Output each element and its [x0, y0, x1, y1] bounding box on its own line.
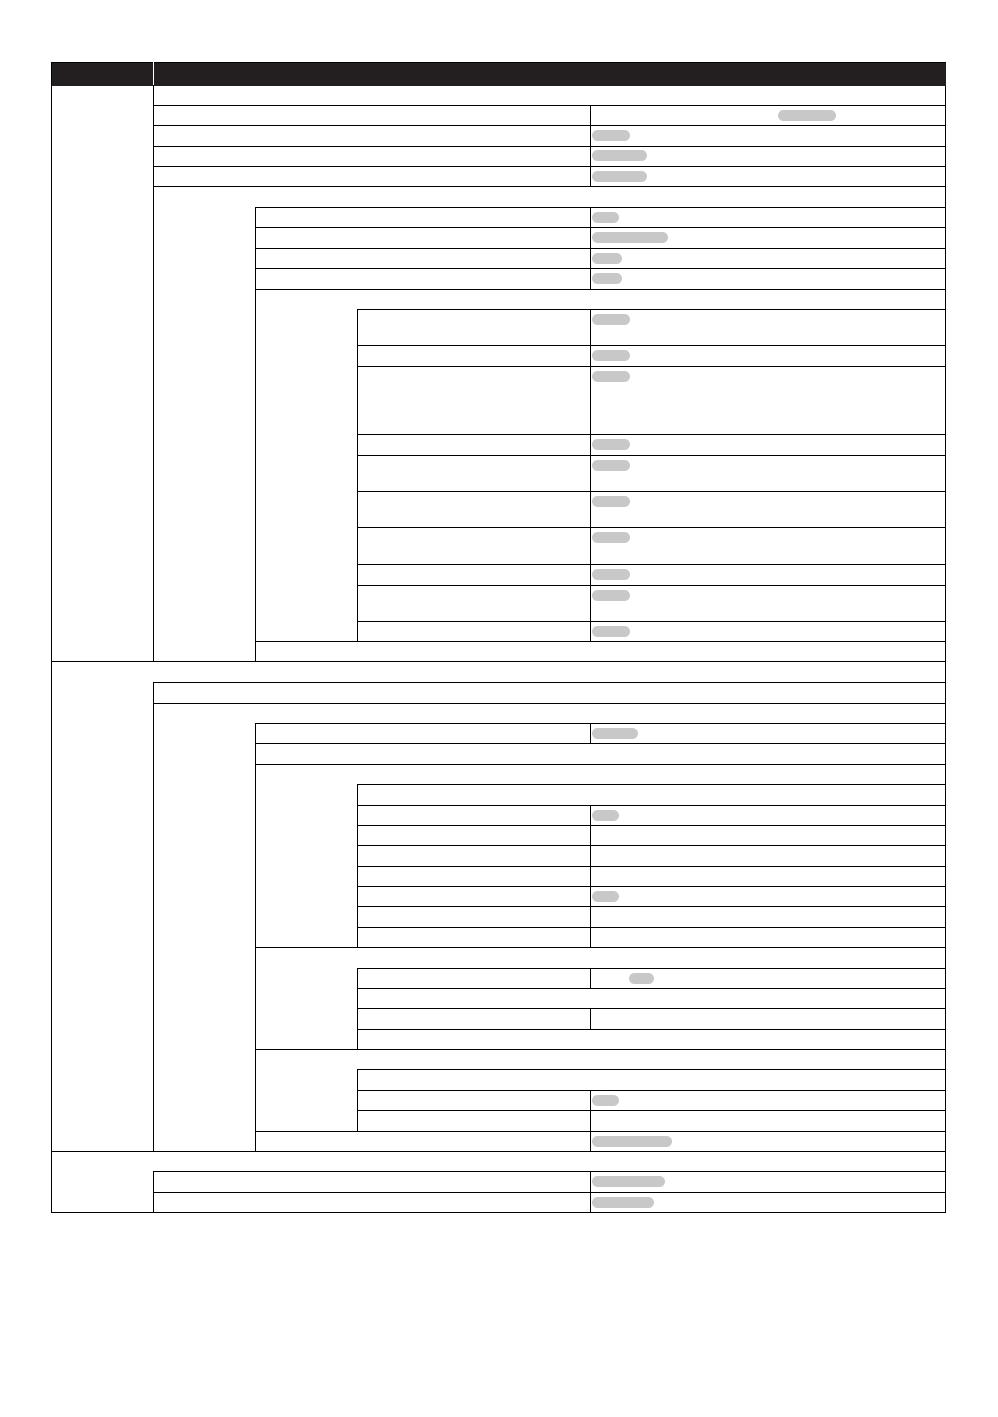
redacted-value [592, 314, 630, 325]
row-rule [357, 455, 945, 456]
column-rule [590, 207, 591, 289]
redacted-value [592, 1176, 665, 1187]
redacted-value [592, 371, 630, 382]
table-header-col2 [154, 63, 946, 86]
column-rule [590, 1171, 591, 1212]
row-rule [153, 682, 945, 683]
settings-table [51, 62, 946, 1213]
row-rule [153, 186, 945, 187]
row-rule [255, 248, 945, 249]
redacted-value [592, 496, 630, 507]
redacted-value [592, 569, 630, 580]
row-rule [255, 227, 945, 228]
row-rule [255, 207, 945, 208]
row-rule [357, 366, 945, 367]
redacted-value [592, 273, 622, 284]
column-rule [590, 1090, 591, 1131]
redacted-value [592, 212, 619, 223]
redacted-value [592, 130, 630, 141]
redacted-value [592, 532, 630, 543]
row-rule [357, 1029, 945, 1030]
row-rule [357, 1090, 945, 1091]
redacted-value [592, 460, 630, 471]
header-divider [153, 62, 154, 85]
redacted-value [592, 810, 619, 821]
redacted-value [592, 626, 630, 637]
row-rule [255, 1131, 945, 1132]
redacted-value [592, 1095, 619, 1106]
row-rule [357, 886, 945, 887]
column-rule [590, 1008, 591, 1029]
row-rule [153, 703, 945, 704]
row-rule [357, 527, 945, 528]
row-rule [153, 146, 945, 147]
row-rule [255, 641, 945, 642]
row-rule [255, 268, 945, 269]
column-rule [590, 968, 591, 988]
redacted-value [778, 110, 836, 121]
row-rule [357, 621, 945, 622]
row-rule [357, 1069, 945, 1070]
redacted-value [592, 728, 638, 739]
redacted-value [592, 232, 668, 243]
column-rule [357, 309, 358, 641]
column-rule [590, 105, 591, 186]
column-rule [255, 207, 256, 661]
redacted-value [592, 439, 630, 450]
row-rule [255, 289, 945, 290]
row-rule [153, 105, 945, 106]
row-rule [357, 845, 945, 846]
redacted-value [592, 150, 647, 161]
row-rule [51, 1151, 945, 1152]
row-rule [357, 345, 945, 346]
column-rule [590, 1131, 591, 1151]
redacted-value [629, 973, 654, 984]
table-header-col1 [52, 63, 153, 86]
row-rule [357, 825, 945, 826]
row-rule [357, 906, 945, 907]
column-rule [255, 723, 256, 1151]
row-rule [357, 866, 945, 867]
column-rule [590, 805, 591, 947]
row-rule [153, 125, 945, 126]
row-rule [357, 988, 945, 989]
row-rule [357, 927, 945, 928]
row-rule [255, 723, 945, 724]
redacted-value [592, 891, 619, 902]
redacted-value [592, 1136, 672, 1147]
row-rule [153, 166, 945, 167]
column-rule [357, 1069, 358, 1131]
row-rule [357, 564, 945, 565]
row-rule [357, 309, 945, 310]
row-rule [357, 805, 945, 806]
row-rule [357, 1008, 945, 1009]
row-rule [255, 764, 945, 765]
row-rule [51, 661, 945, 662]
row-rule [255, 947, 945, 948]
row-rule [153, 1171, 945, 1172]
row-rule [357, 968, 945, 969]
row-rule [357, 585, 945, 586]
row-rule [255, 1049, 945, 1050]
row-rule [357, 1110, 945, 1111]
column-rule [590, 309, 591, 641]
redacted-value [592, 590, 630, 601]
redacted-value [592, 1197, 654, 1208]
column-rule [153, 85, 154, 661]
row-rule [357, 491, 945, 492]
row-rule [153, 1192, 945, 1193]
row-rule [357, 784, 945, 785]
redacted-value [592, 171, 647, 182]
row-rule [255, 743, 945, 744]
redacted-value [592, 350, 630, 361]
redacted-value [592, 253, 622, 264]
column-rule [590, 723, 591, 743]
column-rule [153, 682, 154, 1151]
row-rule [357, 434, 945, 435]
